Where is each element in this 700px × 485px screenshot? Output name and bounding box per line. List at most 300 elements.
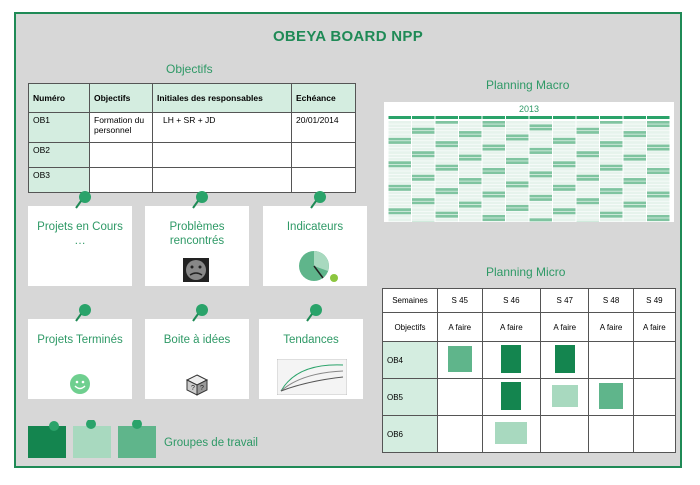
calendar-day-cell	[647, 191, 670, 194]
calendar-day-cell	[624, 148, 647, 151]
calendar-day-cell	[530, 218, 553, 221]
calendar-day-cell	[647, 212, 670, 215]
calendar-day-cell	[506, 158, 529, 161]
calendar-day-cell	[459, 171, 482, 174]
cell	[589, 379, 634, 416]
svg-text:?: ?	[200, 385, 204, 392]
calendar-day-cell	[530, 208, 553, 211]
cell-date	[292, 168, 356, 193]
cell	[633, 342, 675, 379]
calendar-day-cell	[412, 175, 435, 178]
calendar-day-cell	[459, 161, 482, 164]
calendar-day-cell	[577, 165, 600, 168]
calendar-day-cell	[553, 188, 576, 191]
row-ob5: OB5	[383, 379, 438, 416]
calendar-day-cell	[506, 171, 529, 174]
calendar-day-cell	[577, 212, 600, 215]
col-s49: S 49	[633, 289, 675, 313]
calendar-day-cell	[553, 215, 576, 218]
calendar-day-cell	[553, 181, 576, 184]
calendar-day-cell	[530, 161, 553, 164]
calendar-day-cell	[647, 151, 670, 154]
calendar-day-cell	[624, 128, 647, 131]
calendar-day-cell	[600, 171, 623, 174]
calendar-day-cell	[647, 121, 670, 124]
calendar-day-cell	[530, 191, 553, 194]
calendar-day-cell	[530, 198, 553, 201]
calendar-day-cell	[483, 181, 506, 184]
col-s48: S 48	[589, 289, 634, 313]
calendar-day-cell	[553, 218, 576, 221]
calendar-day-cell	[436, 138, 459, 141]
calendar-day-cell	[530, 195, 553, 198]
calendar-day-cell	[483, 151, 506, 154]
calendar-day-cell	[459, 175, 482, 178]
calendar-day-cell	[577, 178, 600, 181]
calendar-day-cell	[530, 175, 553, 178]
calendar-day-cell	[624, 218, 647, 221]
calendar-day-cell	[483, 134, 506, 137]
calendar-day-cell	[506, 161, 529, 164]
calendar-day-cell	[483, 168, 506, 171]
calendar-day-cell	[412, 191, 435, 194]
calendar-day-cell	[577, 155, 600, 158]
card-projets-en-cours[interactable]	[28, 206, 132, 286]
calendar-day-cell	[600, 218, 623, 221]
calendar-day-cell	[412, 208, 435, 211]
calendar-day-cell	[647, 178, 670, 181]
cell	[589, 416, 634, 453]
groups-label: Groupes de travail	[164, 437, 258, 449]
calendar-month-header	[577, 116, 600, 119]
calendar-day-cell	[530, 202, 553, 205]
calendar-day-cell	[530, 124, 553, 127]
calendar-day-cell	[624, 134, 647, 137]
calendar-day-cell	[506, 181, 529, 184]
calendar-day-cell	[624, 205, 647, 208]
calendar-month-header	[600, 116, 623, 119]
calendar-day-cell	[436, 121, 459, 124]
calendar-day-cell	[553, 191, 576, 194]
card-problemes[interactable]	[145, 206, 249, 286]
calendar-day-cell	[600, 131, 623, 134]
calendar-day-cell	[459, 198, 482, 201]
calendar-day-cell	[577, 124, 600, 127]
calendar-day-cell	[600, 198, 623, 201]
calendar-month-header	[647, 116, 670, 119]
calendar-day-cell	[483, 158, 506, 161]
calendar-day-cell	[600, 138, 623, 141]
card-label: Indicateurs	[286, 221, 344, 233]
calendar-day-cell	[647, 134, 670, 137]
calendar-day-cell	[389, 215, 412, 218]
calendar-day-cell	[436, 218, 459, 221]
sticky-note[interactable]	[501, 345, 521, 373]
trend-chart-icon	[277, 359, 347, 395]
calendar-day-cell	[436, 208, 459, 211]
cell	[633, 416, 675, 453]
calendar-day-cell	[483, 212, 506, 215]
col-echeance: Echéance	[292, 84, 356, 113]
calendar-day-cell	[624, 158, 647, 161]
pushpin-icon	[73, 303, 93, 323]
calendar-day-cell	[577, 208, 600, 211]
sticky-note[interactable]	[555, 345, 575, 373]
calendar-day-cell	[436, 181, 459, 184]
calendar-day-cell	[436, 198, 459, 201]
calendar-day-cell	[600, 188, 623, 191]
calendar-day-cell	[389, 171, 412, 174]
calendar-day-cell	[389, 195, 412, 198]
pushpin-icon	[190, 303, 210, 323]
calendar-day-cell	[624, 191, 647, 194]
calendar-day-cell	[389, 165, 412, 168]
calendar-day-cell	[459, 121, 482, 124]
calendar-day-cell	[389, 151, 412, 154]
calendar-day-cell	[553, 185, 576, 188]
calendar-month-header	[506, 116, 529, 119]
calendar-day-cell	[530, 148, 553, 151]
calendar-day-cell	[530, 181, 553, 184]
calendar-day-cell	[412, 138, 435, 141]
calendar-day-cell	[459, 165, 482, 168]
calendar-day-cell	[600, 185, 623, 188]
calendar-day-cell	[600, 202, 623, 205]
calendar-day-cell	[647, 144, 670, 147]
calendar-day-cell	[577, 205, 600, 208]
calendar-day-cell	[412, 195, 435, 198]
calendar-day-cell	[600, 178, 623, 181]
calendar-day-cell	[624, 188, 647, 191]
calendar-day-cell	[530, 171, 553, 174]
row-ob6: OB6	[383, 416, 438, 453]
calendar-day-cell	[459, 215, 482, 218]
calendar-day-cell	[506, 131, 529, 134]
calendar-day-cell	[600, 128, 623, 131]
calendar-day-cell	[459, 134, 482, 137]
calendar-day-cell	[506, 141, 529, 144]
calendar-month-header	[530, 116, 553, 119]
cell-afaire: A faire	[438, 313, 483, 342]
calendar-day-cell	[624, 171, 647, 174]
calendar-day-cell	[647, 171, 670, 174]
calendar-day-cell	[624, 155, 647, 158]
calendar-day-cell	[412, 188, 435, 191]
calendar-day-cell	[624, 202, 647, 205]
calendar-day-cell	[600, 175, 623, 178]
calendar-day-cell	[412, 121, 435, 124]
calendar-day-cell	[647, 175, 670, 178]
calendar-day-cell	[624, 175, 647, 178]
calendar-day-cell	[577, 161, 600, 164]
calendar-day-cell	[412, 165, 435, 168]
col-s47: S 47	[541, 289, 589, 313]
sticky-note[interactable]	[495, 422, 527, 444]
calendar-day-cell	[506, 165, 529, 168]
calendar-day-cell	[647, 161, 670, 164]
calendar-day-cell	[483, 218, 506, 221]
calendar-day-cell	[647, 188, 670, 191]
calendar-day-cell	[483, 195, 506, 198]
calendar-day-cell	[506, 185, 529, 188]
calendar-day-cell	[624, 198, 647, 201]
calendar-day-cell	[577, 175, 600, 178]
card-label: Projets en Cours …	[37, 221, 123, 247]
calendar-day-cell	[647, 168, 670, 171]
calendar-day-cell	[389, 178, 412, 181]
calendar-day-cell	[624, 208, 647, 211]
calendar-day-cell	[624, 168, 647, 171]
calendar-day-cell	[459, 141, 482, 144]
calendar-day-cell	[412, 171, 435, 174]
card-tendances[interactable]	[259, 319, 363, 399]
cell	[541, 416, 589, 453]
calendar-day-cell	[530, 158, 553, 161]
calendar-day-cell	[436, 161, 459, 164]
calendar-day-cell	[553, 171, 576, 174]
calendar-day-cell	[389, 198, 412, 201]
cell-date	[292, 143, 356, 168]
calendar-day-cell	[530, 128, 553, 131]
calendar-day-cell	[600, 141, 623, 144]
calendar-month-header	[483, 116, 506, 119]
calendar-day-cell	[506, 151, 529, 154]
calendar-day-cell	[600, 148, 623, 151]
calendar-day-cell	[577, 128, 600, 131]
calendar-day-cell	[459, 148, 482, 151]
cell-num: OB3	[29, 168, 90, 193]
calendar-day-cell	[412, 158, 435, 161]
calendar-day-cell	[553, 128, 576, 131]
cell	[438, 416, 483, 453]
calendar-day-cell	[530, 188, 553, 191]
planning-micro-label: Planning Micro	[486, 265, 566, 279]
calendar-day-cell	[436, 148, 459, 151]
pushpin-icon	[190, 190, 210, 210]
sticky-note[interactable]	[448, 346, 472, 372]
calendar-day-cell	[483, 175, 506, 178]
calendar-day-cell	[483, 155, 506, 158]
sticky-note[interactable]	[599, 383, 623, 409]
calendar-day-cell	[459, 158, 482, 161]
calendar-day-cell	[530, 138, 553, 141]
calendar-day-cell	[436, 141, 459, 144]
calendar-day-cell	[412, 141, 435, 144]
cell-afaire: A faire	[482, 313, 541, 342]
calendar-day-cell	[506, 212, 529, 215]
calendar-day-cell	[553, 165, 576, 168]
calendar-day-cell	[577, 138, 600, 141]
planning-micro-table	[382, 288, 676, 453]
calendar-day-cell	[600, 144, 623, 147]
calendar-day-cell	[647, 195, 670, 198]
calendar-day-cell	[389, 134, 412, 137]
card-projets-termines[interactable]	[28, 319, 132, 399]
calendar-month-header	[459, 116, 482, 119]
sticky-note[interactable]	[552, 385, 578, 407]
calendar-day-cell	[412, 185, 435, 188]
calendar-day-cell	[389, 208, 412, 211]
calendar-day-cell	[483, 191, 506, 194]
calendar-day-cell	[436, 175, 459, 178]
calendar-grid	[384, 102, 674, 222]
calendar-day-cell	[436, 124, 459, 127]
calendar-day-cell	[530, 185, 553, 188]
calendar-day-cell	[600, 124, 623, 127]
calendar-day-cell	[389, 168, 412, 171]
calendar-day-cell	[577, 218, 600, 221]
calendar-day-cell	[647, 215, 670, 218]
cell-obj: Formation du personnel	[90, 113, 153, 143]
calendar-day-cell	[506, 215, 529, 218]
objectifs-table	[28, 83, 356, 193]
calendar-day-cell	[506, 124, 529, 127]
calendar-day-cell	[389, 181, 412, 184]
calendar-day-cell	[600, 155, 623, 158]
calendar-day-cell	[436, 205, 459, 208]
calendar-day-cell	[553, 155, 576, 158]
calendar-day-cell	[389, 218, 412, 221]
calendar-day-cell	[506, 218, 529, 221]
calendar-day-cell	[553, 134, 576, 137]
calendar-day-cell	[624, 178, 647, 181]
calendar-day-cell	[577, 191, 600, 194]
calendar-day-cell	[506, 134, 529, 137]
calendar-day-cell	[412, 144, 435, 147]
calendar-day-cell	[624, 151, 647, 154]
calendar-day-cell	[389, 121, 412, 124]
calendar-day-cell	[412, 148, 435, 151]
calendar-day-cell	[459, 168, 482, 171]
calendar-day-cell	[459, 218, 482, 221]
calendar-day-cell	[624, 185, 647, 188]
calendar-day-cell	[436, 134, 459, 137]
cell	[482, 342, 541, 379]
calendar-day-cell	[436, 188, 459, 191]
calendar-day-cell	[577, 121, 600, 124]
calendar-day-cell	[624, 121, 647, 124]
calendar-day-cell	[436, 155, 459, 158]
cell	[633, 379, 675, 416]
calendar-day-cell	[483, 141, 506, 144]
calendar-day-cell	[459, 195, 482, 198]
calendar-day-cell	[436, 128, 459, 131]
calendar-day-cell	[506, 178, 529, 181]
calendar-day-cell	[553, 138, 576, 141]
calendar-day-cell	[600, 121, 623, 124]
calendar-day-cell	[506, 195, 529, 198]
calendar-day-cell	[389, 205, 412, 208]
calendar-day-cell	[412, 178, 435, 181]
calendar-day-cell	[436, 191, 459, 194]
calendar-day-cell	[436, 215, 459, 218]
cell-num: OB1	[29, 113, 90, 143]
calendar-day-cell	[389, 188, 412, 191]
calendar-day-cell	[412, 151, 435, 154]
col-s46: S 46	[482, 289, 541, 313]
calendar-day-cell	[389, 175, 412, 178]
calendar-day-cell	[459, 212, 482, 215]
calendar-day-cell	[389, 124, 412, 127]
calendar-day-cell	[624, 141, 647, 144]
planning-macro-calendar	[384, 102, 674, 222]
calendar-day-cell	[600, 151, 623, 154]
calendar-day-cell	[483, 198, 506, 201]
calendar-day-cell	[553, 212, 576, 215]
calendar-day-cell	[436, 158, 459, 161]
calendar-day-cell	[577, 181, 600, 184]
col-responsables: Initiales des responsables	[153, 84, 292, 113]
calendar-day-cell	[577, 148, 600, 151]
calendar-day-cell	[436, 165, 459, 168]
calendar-day-cell	[553, 198, 576, 201]
calendar-day-cell	[553, 202, 576, 205]
sticky-note[interactable]	[501, 382, 521, 410]
calendar-day-cell	[647, 185, 670, 188]
calendar-day-cell	[647, 205, 670, 208]
card-indicateurs[interactable]	[263, 206, 367, 286]
calendar-day-cell	[459, 151, 482, 154]
calendar-day-cell	[577, 198, 600, 201]
cell-afaire: A faire	[589, 313, 634, 342]
calendar-day-cell	[506, 198, 529, 201]
calendar-day-cell	[600, 205, 623, 208]
cell-obj	[90, 168, 153, 193]
calendar-day-cell	[600, 134, 623, 137]
cell	[438, 342, 483, 379]
calendar-day-cell	[624, 124, 647, 127]
calendar-day-cell	[506, 208, 529, 211]
calendar-day-cell	[577, 131, 600, 134]
card-label: Problèmes rencontrés	[169, 221, 225, 247]
calendar-day-cell	[389, 148, 412, 151]
calendar-day-cell	[436, 144, 459, 147]
calendar-day-cell	[553, 144, 576, 147]
calendar-day-cell	[412, 168, 435, 171]
calendar-day-cell	[412, 212, 435, 215]
calendar-day-cell	[553, 175, 576, 178]
calendar-day-cell	[483, 165, 506, 168]
col-s45: S 45	[438, 289, 483, 313]
obeya-board	[14, 12, 682, 468]
calendar-day-cell	[647, 148, 670, 151]
calendar-day-cell	[412, 218, 435, 221]
calendar-day-cell	[530, 144, 553, 147]
cell-date: 20/01/2014	[292, 113, 356, 143]
calendar-day-cell	[459, 124, 482, 127]
cell	[482, 416, 541, 453]
calendar-day-cell	[436, 195, 459, 198]
cell	[589, 342, 634, 379]
calendar-month-header	[436, 116, 459, 119]
calendar-day-cell	[506, 168, 529, 171]
calendar-day-cell	[436, 171, 459, 174]
cell-afaire: A faire	[541, 313, 589, 342]
card-boite-a-idees[interactable]	[145, 319, 249, 399]
planning-macro-label: Planning Macro	[486, 78, 570, 92]
calendar-day-cell	[577, 171, 600, 174]
calendar-day-cell	[412, 198, 435, 201]
calendar-day-cell	[483, 208, 506, 211]
calendar-day-cell	[624, 212, 647, 215]
calendar-day-cell	[553, 205, 576, 208]
cell	[438, 379, 483, 416]
calendar-day-cell	[647, 155, 670, 158]
calendar-day-cell	[577, 158, 600, 161]
col-objectifs: Objectifs	[90, 84, 153, 113]
calendar-day-cell	[483, 121, 506, 124]
calendar-day-cell	[436, 185, 459, 188]
